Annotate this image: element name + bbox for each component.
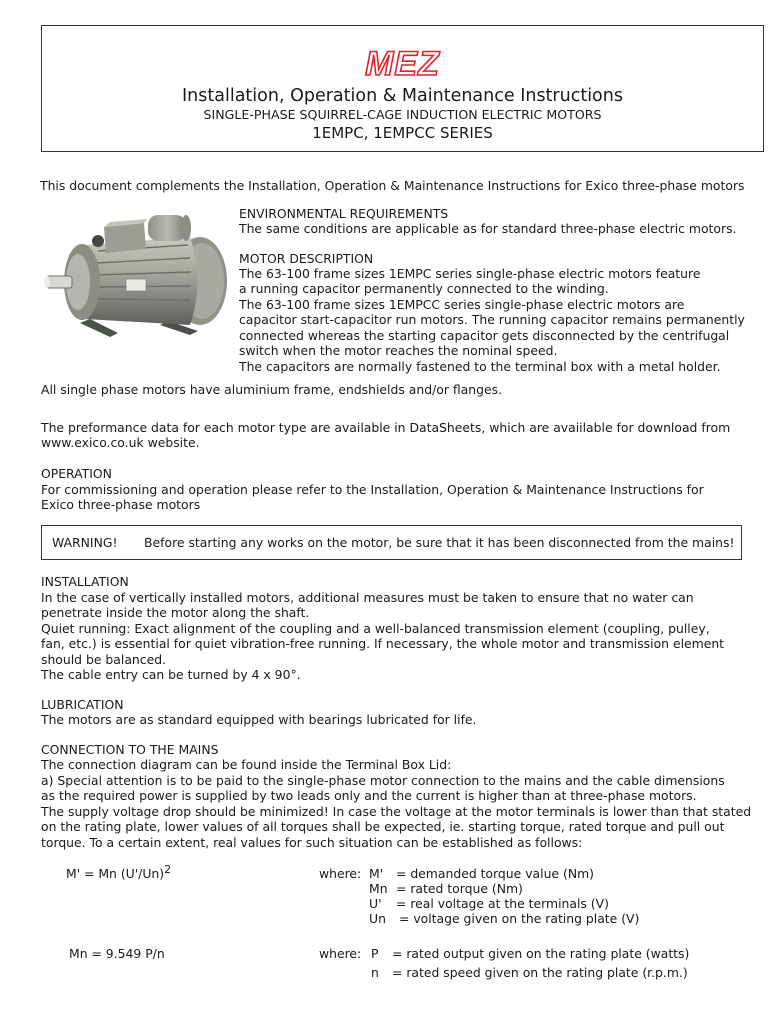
performance-line: www.exico.co.uk website.: [41, 435, 200, 450]
intro-text: This document complements the Installation, Operation & Maintenance Instructions for Exico three-phase motors: [40, 178, 745, 193]
definition-text: = voltage given on the rating plate (V): [399, 911, 640, 926]
definition-symbol: Mn: [369, 881, 388, 896]
warning-label: WARNING!: [52, 535, 118, 550]
document-series: 1EMPC, 1EMPCC SERIES: [312, 124, 493, 142]
motor-description-line: capacitor start-capacitor run motors. The running capacitor remains permanently: [239, 312, 745, 327]
torque-formula: [66, 863, 172, 882]
connection-line: The supply voltage drop should be minimized! In case the voltage at the motor terminals is lower than that stated: [41, 804, 752, 819]
definition-symbol: U': [369, 896, 382, 911]
operation-line: For commissioning and operation please refer to the Installation, Operation & Maintenance Instructions for: [41, 482, 704, 497]
motor-description-line: a running capacitor permanently connected to the winding.: [239, 281, 609, 296]
connection-heading: CONNECTION TO THE MAINS: [41, 742, 219, 757]
lubrication-text: The motors are as standard equipped with bearings lubricated for life.: [41, 712, 477, 727]
rated-torque-formula: Mn = 9.549 P/n: [69, 946, 165, 961]
formula-where-label: where:: [319, 946, 362, 961]
warning-box: [41, 525, 742, 560]
torque-formula-exponent: 2: [164, 863, 172, 876]
connection-line: torque. To a certain extent, real values for such situation can be established as follows:: [41, 835, 583, 850]
environment-text: The same conditions are applicable as for standard three-phase electric motors.: [239, 221, 737, 236]
definition-symbol: P: [371, 946, 379, 961]
definition-text: = rated speed given on the rating plate (r.p.m.): [392, 965, 688, 980]
performance-line: The preformance data for each motor type are available in DataSheets, which are avaiilable for download from: [41, 420, 731, 435]
motor-description-line: connected whereas the starting capacitor gets disconnected by the centrifugal: [239, 328, 730, 343]
definition-text: = rated torque (Nm): [396, 881, 523, 896]
motor-description-line: The 63-100 frame sizes 1EMPCC series single-phase electric motors are: [239, 297, 685, 312]
definition-symbol: Un: [369, 911, 386, 926]
motor-description-line: switch when the motor reaches the nominal speed.: [239, 343, 558, 358]
document-subtitle: SINGLE-PHASE SQUIRREL-CAGE INDUCTION ELECTRIC MOTORS: [203, 107, 602, 122]
connection-line: as the required power is supplied by two leads only and the current is higher than at three-phase motors.: [41, 788, 697, 803]
document-title: Installation, Operation & Maintenance Instructions: [182, 86, 623, 106]
definition-symbol: n: [371, 965, 379, 980]
motor-description-line: The 63-100 frame sizes 1EMPC series single-phase electric motors feature: [239, 266, 701, 281]
installation-line: The cable entry can be turned by 4 x 90°.: [41, 667, 301, 682]
operation-heading: OPERATION: [41, 466, 112, 481]
connection-line: The connection diagram can be found inside the Terminal Box Lid:: [41, 757, 452, 772]
warning-text: Before starting any works on the motor, be sure that it has been disconnected from the mains!: [144, 535, 735, 550]
document-header: [41, 25, 764, 152]
operation-line: Exico three-phase motors: [41, 497, 201, 512]
installation-line: In the case of vertically installed motors, additional measures must be taken to ensure that no water can: [41, 590, 694, 605]
motor-description-heading: MOTOR DESCRIPTION: [239, 251, 374, 266]
motor-description-line: The capacitors are normally fastened to the terminal box with a metal holder.: [239, 359, 721, 374]
installation-line: fan, etc.) is essential for quiet vibration-free running. If necessary, the whole motor and transmission element: [41, 636, 725, 651]
definition-text: = real voltage at the terminals (V): [396, 896, 609, 911]
definition-text: = rated output given on the rating plate (watts): [392, 946, 690, 961]
installation-line: penetrate inside the motor along the shaft.: [41, 605, 310, 620]
definition-text: = demanded torque value (Nm): [396, 866, 595, 881]
frame-note: All single phase motors have aluminium frame, endshields and/or flanges.: [41, 382, 502, 397]
installation-line: should be balanced.: [41, 652, 167, 667]
formula-where-label: where:: [319, 866, 362, 881]
motor-image: [40, 205, 230, 350]
mez-logo: MEZ: [365, 45, 440, 83]
definition-symbol: M': [369, 866, 384, 881]
installation-heading: INSTALLATION: [41, 574, 129, 589]
connection-line: on the rating plate, lower values of all torques shall be expected, ie. starting torque, rated torque and pull out: [41, 819, 725, 834]
torque-formula-expression: M' = Mn (U'/Un): [66, 866, 165, 881]
connection-line: a) Special attention is to be paid to the single-phase motor connection to the mains and the cable dimensions: [41, 773, 725, 788]
environment-heading: ENVIRONMENTAL REQUIREMENTS: [239, 206, 449, 221]
lubrication-heading: LUBRICATION: [41, 697, 124, 712]
installation-line: Quiet running: Exact alignment of the coupling and a well-balanced transmission element (coupling, pulley,: [41, 621, 710, 636]
